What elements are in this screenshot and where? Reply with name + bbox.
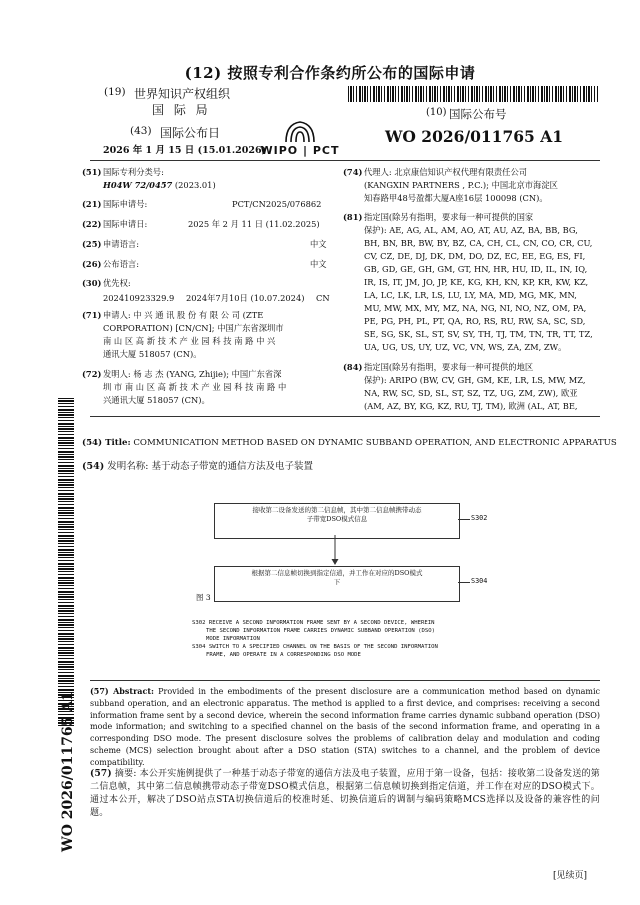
designated-states-line-8: MU, MW, MX, MY, MZ, NA, NG, NI, NO, NZ, OM, PA, [364, 303, 587, 313]
field-25-label: 申请语言: [103, 239, 139, 249]
field-81-code: (81) [343, 212, 363, 222]
caption-line-1: S302 RECEIVE A SECOND INFORMATION FRAME SENT BY A SECOND DEVICE, WHEREIN [192, 620, 435, 626]
org-name: 世界知识产权组织 [134, 87, 231, 101]
designated-states-line-4: CV, CZ, DE, DJ, DK, DM, DO, DZ, EC, EE, EG, ES, FI, [364, 251, 586, 261]
designated-states-line-11: UA, UG, US, UY, UZ, VC, VN, WS, ZA, ZM, ZW。 [364, 342, 567, 352]
designated-states-line-3: BH, BN, BR, BW, BY, BZ, CA, CH, CL, CN, CO, CR, CU, [364, 238, 593, 248]
agent-line-1: 代理人: 北京康信知识产权代理有限责任公司 [364, 167, 528, 177]
ipc-version: (2023.01) [174, 180, 216, 190]
header-divider [90, 160, 600, 161]
figure-label: 图 3 [196, 593, 211, 602]
field-30-label: 优先权: [103, 278, 131, 288]
inventor-line-2: 圳 市 南 山 区 高 新 技 术 产 业 园 科 技 南 路 中 [103, 382, 287, 392]
abstract-cn [90, 768, 600, 820]
inventor-line-1: 发明人: 杨 志 杰 (YANG, Zhijie); 中国广东省深 [103, 369, 282, 379]
flow-arrow-icon [330, 535, 340, 566]
wipo-emblem-icon [256, 118, 344, 144]
flow-step-box-s304 [214, 566, 460, 602]
title-cn-code: (54) [82, 461, 105, 472]
applicant-line-1: 申请人: 中 兴 通 讯 股 份 有 限 公 司 (ZTE [103, 310, 264, 320]
field-72-code: (72) [82, 369, 102, 379]
wipo-logo [256, 118, 344, 162]
field-84-code: (84) [343, 362, 363, 372]
field-26-label: 公布语言: [103, 259, 139, 269]
document-title: (12) 按照专利合作条约所公布的国际申请 [184, 64, 476, 82]
applicant-line-2: CORPORATION) [CN/CN]; 中国广东省深圳市 [103, 323, 284, 333]
s302-leader-line [458, 519, 470, 520]
designated-states-line-5: GB, GD, GE, GH, GM, GT, HN, HR, HU, ID, IL, IN, IQ, [364, 264, 588, 274]
field-51-label: 国际专利分类号: [103, 167, 164, 177]
field-26-code: (26) [82, 259, 102, 269]
applicant-line-4: 通讯大厦 518057 (CN)。 [103, 349, 202, 359]
title-en-code: (54) Title: [82, 438, 131, 448]
abstract-cn-code: (57) [90, 769, 112, 779]
pub-date-label: 国际公布日 [160, 126, 221, 140]
body-divider [90, 416, 600, 417]
caption-line-4: S304 SWITCH TO A SPECIFIED CHANNEL ON THE BASIS OF THE SECOND INFORMATION [192, 644, 438, 650]
wipo-pct-text: WIPO | PCT [260, 144, 340, 157]
field-21-code: (21) [82, 199, 102, 209]
designated-states-line-1: 指定国(除另有指明，要求每一种可提供的国家 [364, 212, 534, 222]
pub-no-label: 国际公布号 [449, 107, 507, 121]
regional-states-line-2: 保护): ARIPO (BW, CV, GH, GM, KE, LR, LS, MW, MZ, [364, 375, 586, 385]
abstract-en-text: Provided in the embodiments of the present disclosure are a communication method based on dynamic subband operation, and an electronic apparatus. The method is applied to a first device, and comprises: receiving a second information frame sent by a second device, wherein the second information frame carries dynamic subband operation (DSO) mode information; and switching to a specified channel on the basis of the second information frame, and operating in a corresponding DSO mode. The present disclosure solves the problems of calibration delay and modulation and coding scheme (MCS) selection brought about after a DSO station (STA) switches to a channel, and the problem of device compatibility. [90, 687, 601, 767]
abstract-en [90, 686, 600, 769]
field-30-code: (30) [82, 278, 102, 288]
designated-states-line-6: IR, IS, IT, JM, JO, JP, KE, KG, KH, KN, KP, KR, KW, KZ, [364, 277, 589, 287]
flow-step-s302-line-2: 子带宽DSO模式信息 [306, 515, 368, 523]
flow-step-s304-line-2: 下 [333, 578, 341, 586]
field-22-label: 国际申请日: [103, 219, 148, 229]
caption-line-5: FRAME, AND OPERATE IN A CORRESPONDING DSO MODE [206, 652, 361, 658]
s304-reference: S304 [471, 577, 488, 585]
agent-line-2: (KANGXIN PARTNERS , P.C.); 中国北京市海淀区 [364, 180, 558, 190]
pub-date-code: (43) [130, 125, 152, 137]
title-cn-value: 发明名称: 基于动态子带宽的通信方法及电子装置 [107, 461, 313, 472]
field-25-value: 中文 [310, 239, 327, 249]
field-22-code: (22) [82, 219, 102, 229]
field-21-value: PCT/CN2025/076862 [232, 199, 322, 209]
abstract-en-code: (57) Abstract: [90, 686, 155, 696]
flow-step-s302-line-1: 接收第二设备发送的第二信息帧，其中第二信息帧携带动态 [252, 506, 422, 514]
agent-line-3: 知春路甲48号盈都大厦A座16层 100098 (CN)。 [364, 193, 548, 203]
s302-reference: S302 [471, 514, 488, 522]
caption-line-3: MODE INFORMATION [206, 636, 260, 642]
designated-states-line-7: LA, LC, LK, LR, LS, LU, LY, MA, MD, MG, MK, MN, [364, 290, 577, 300]
title-en-value: COMMUNICATION METHOD BASED ON DYNAMIC SUBBAND OPERATION, AND ELECTRONIC APPARATUS [133, 438, 617, 448]
side-publication-number: WO 2026/011765 A1 [60, 691, 76, 852]
regional-states-line-3: NA, RW, SC, SD, SL, ST, SZ, TZ, UG, ZM, ZW), 欧亚 [364, 388, 578, 398]
inventor-line-3: 兴通讯大厦 518057 (CN)。 [103, 395, 210, 405]
s304-leader-line [458, 582, 470, 583]
field-74-code: (74) [343, 167, 363, 177]
field-51-value [103, 179, 216, 191]
barcode-side [58, 398, 74, 728]
applicant-line-3: 南 山 区 高 新 技 术 产 业 园 科 技 南 路 中 兴 [103, 336, 276, 346]
org-code: (19) [104, 86, 126, 98]
barcode-top [348, 86, 598, 102]
pub-date-value: 2026 年 1 月 15 日 (15.01.2026) [103, 145, 267, 156]
abstract-cn-text: 摘要: 本公开实施例提供了一种基于动态子带宽的通信方法及电子装置，应用于第一设备，包括：接收第二设备发送的第二信息帧，其中第二信息帧携带动态子带宽DSO模式信息，根据第二信息帧切换到指定信道，并工作在对应的DSO模式下。通过本公开，解决了DSO站点STA切换信道后的校准时延、切换信道后的调制与编码策略MCS选择以及设备的兼容性的问题。 [90, 769, 601, 818]
caption-line-2: THE SECOND INFORMATION FRAME CARRIES DYNAMIC SUBBAND OPERATION (DSO) [206, 628, 436, 634]
field-22-value: 2025 年 2 月 11 日 (11.02.2025) [188, 219, 320, 229]
flow-step-box-s302 [214, 503, 460, 539]
designated-states-line-9: PE, PG, PH, PL, PT, QA, RO, RS, RU, RW, SA, SC, SD, [364, 316, 586, 326]
ipc-code: H04W 72/0457 [103, 180, 173, 190]
publication-number: WO 2026/011765 A1 [385, 127, 564, 146]
priority-number: 202410923329.9 [103, 293, 175, 303]
field-71-code: (71) [82, 310, 102, 320]
regional-states-line-1: 指定国(除另有指明，要求每一种可提供的地区 [364, 362, 534, 372]
designated-states-line-10: SE, SG, SK, SL, ST, SV, SY, TH, TJ, TM, TN, TR, TT, TZ, [364, 329, 593, 339]
field-21-label: 国际申请号: [103, 199, 148, 209]
field-25-code: (25) [82, 239, 102, 249]
continued-on-next-page: [见续页] [553, 871, 588, 881]
regional-states-line-4: (AM, AZ, BY, KG, KZ, RU, TJ, TM), 欧洲 (AL, AT, BE, [364, 401, 578, 411]
org-bureau: 国 际 局 [152, 103, 211, 117]
flow-step-s304-line-1: 根据第二信息帧切换到指定信道，并工作在对应的DSO模式 [251, 569, 423, 577]
field-26-value: 中文 [310, 259, 327, 269]
designated-states-line-2: 保护): AE, AG, AL, AM, AO, AT, AU, AZ, BA, BB, BG, [364, 225, 578, 235]
title-cn [82, 458, 313, 472]
field-51-code: (51) [82, 167, 102, 177]
figure-divider [90, 680, 600, 681]
priority-country: CN [316, 293, 330, 303]
priority-date: 2024年7月10日 (10.07.2024) [186, 293, 305, 303]
pub-no-code: (10) [426, 107, 447, 118]
title-en [82, 438, 617, 448]
